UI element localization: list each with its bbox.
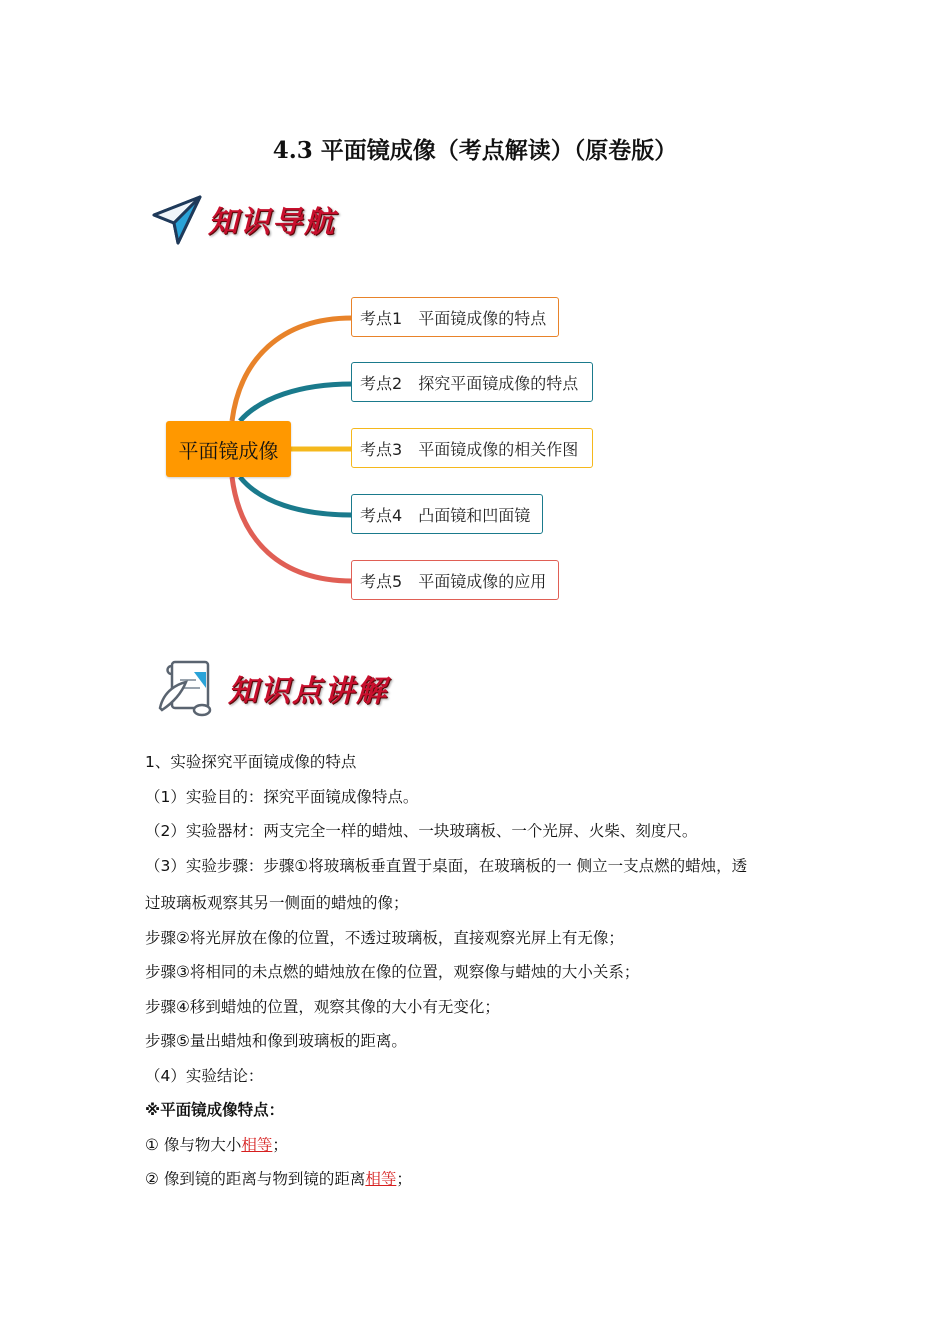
topic-label: 探究平面镜成像的特点 — [418, 373, 579, 393]
section-heading: 1、实验探究平面镜成像的特点 — [145, 753, 357, 771]
features-title: ※平面镜成像特点： — [145, 1101, 285, 1119]
experiment-materials: （2）实验器材：两支完全一样的蜡烛、一块玻璃板、一个光屏、火柴、刻度尺。 — [145, 822, 698, 840]
experiment-steps-line-2: 过玻璃板观察其另一侧面的蜡烛的像； — [145, 894, 409, 912]
topic-number: 考点2 — [360, 373, 403, 393]
experiment-step-2: 步骤②将光屏放在像的位置，不透过玻璃板，直接观察光屏上有无像； — [145, 929, 624, 947]
topic-number: 考点3 — [360, 439, 403, 459]
topic-label: 平面镜成像的应用 — [418, 571, 547, 591]
experiment-conclusion: （4）实验结论： — [145, 1067, 264, 1085]
topic-number: 考点4 — [360, 505, 403, 525]
feature-2-keyword: 相等 — [365, 1170, 397, 1188]
feature-1-punct: ； — [272, 1136, 288, 1154]
feature-2-text: ② 像到镜的距离与物到镜的距离 — [145, 1170, 366, 1188]
feature-1-keyword: 相等 — [241, 1136, 273, 1154]
topic-number: 考点1 — [360, 308, 403, 328]
page-title: 4.3 平面镜成像（考点解读）（原卷版） — [272, 137, 678, 164]
experiment-step-4: 步骤④移到蜡烛的位置，观察其像的大小有无变化； — [145, 998, 500, 1016]
mindmap-root: 平面镜成像 — [166, 421, 291, 477]
experiment-purpose: （1）实验目的：探究平面镜成像特点。 — [145, 788, 419, 806]
topic-label: 凸面镜和凹面镜 — [418, 505, 531, 525]
experiment-step-3: 步骤③将相同的未点燃的蜡烛放在像的位置，观察像与蜡烛的大小关系； — [145, 963, 640, 981]
topic-number: 考点5 — [360, 571, 403, 591]
knowledge-explain-title: 知识点讲解 — [228, 674, 388, 709]
topic-label: 平面镜成像的相关作图 — [418, 439, 579, 459]
feature-1 — [145, 1133, 288, 1155]
feature-2-punct: ； — [396, 1170, 412, 1188]
content-body — [145, 0, 815, 1344]
experiment-steps-line-1: （3）实验步骤：步骤①将玻璃板垂直置于桌面，在玻璃板的一 侧立一支点燃的蜡烛，透 — [145, 857, 748, 875]
feature-1-text: ① 像与物大小 — [145, 1136, 242, 1154]
experiment-step-5: 步骤⑤量出蜡烛和像到玻璃板的距离。 — [145, 1032, 407, 1050]
topic-label: 平面镜成像的特点 — [418, 308, 547, 328]
knowledge-nav-title: 知识导航 — [208, 205, 336, 240]
feature-2 — [145, 1167, 412, 1189]
